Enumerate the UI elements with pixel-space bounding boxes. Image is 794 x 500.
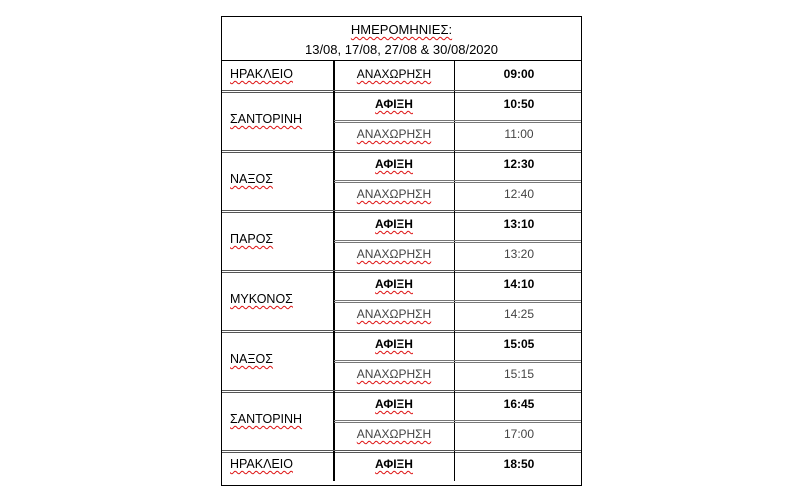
stop-action	[334, 157, 454, 171]
city-name	[230, 352, 273, 366]
header-title: ΗΜΕΡΟΜΗΝΙΕΣ:	[350, 22, 453, 37]
stop-time: 14:10	[503, 277, 535, 291]
stop-separator	[334, 180, 581, 183]
stop-time: 15:05	[503, 337, 535, 351]
row-separator	[222, 450, 581, 453]
stop-action-label: ΑΝΑΧΩΡΗΣΗ	[356, 67, 432, 81]
stop-action	[334, 67, 454, 81]
row-separator	[222, 150, 581, 153]
stop-action	[334, 457, 454, 471]
stop-separator	[334, 300, 581, 303]
stop-action	[334, 217, 454, 231]
stop-separator	[334, 120, 581, 123]
stop-action-label: ΑΝΑΧΩΡΗΣΗ	[356, 127, 432, 141]
stop-time: 15:15	[503, 367, 535, 381]
stop-action	[334, 427, 454, 441]
stop-action-label: ΑΦΙΞΗ	[375, 157, 413, 171]
stop-action-label: ΑΦΙΞΗ	[375, 337, 413, 351]
stop-action-label: ΑΝΑΧΩΡΗΣΗ	[356, 367, 432, 381]
stop-time: 18:50	[503, 457, 535, 471]
city-label: ΠΑΡΟΣ	[230, 232, 274, 246]
stop-action	[334, 337, 454, 351]
stop-time: 16:45	[503, 397, 535, 411]
stop-separator	[334, 240, 581, 243]
stop-time: 13:20	[503, 247, 535, 261]
schedule-table	[221, 16, 582, 486]
stop-action	[334, 127, 454, 141]
city-name	[230, 457, 293, 471]
city-label: ΣΑΝΤΟΡΙΝΗ	[230, 412, 303, 426]
stop-action	[334, 367, 454, 381]
header-dates: 13/08, 17/08, 27/08 & 30/08/2020	[304, 42, 498, 57]
stop-action	[334, 277, 454, 291]
stop-separator	[334, 420, 581, 423]
stop-action	[334, 397, 454, 411]
stop-action-label: ΑΦΙΞΗ	[375, 277, 413, 291]
row-separator	[222, 270, 581, 273]
city-name	[230, 292, 293, 306]
row-separator	[222, 90, 581, 93]
city-name	[230, 112, 302, 126]
stop-time: 09:00	[503, 67, 535, 81]
city-label: ΗΡΑΚΛΕΙΟ	[230, 457, 293, 471]
stop-action	[334, 187, 454, 201]
stop-time: 12:40	[503, 187, 535, 201]
stop-time: 14:25	[503, 307, 535, 321]
city-name	[230, 67, 293, 81]
stop-action-label: ΑΦΙΞΗ	[375, 457, 413, 471]
table-header	[222, 17, 581, 61]
stop-action-label: ΑΝΑΧΩΡΗΣΗ	[356, 247, 432, 261]
city-name	[230, 172, 273, 186]
stop-action	[334, 97, 454, 111]
city-label: ΜΥΚΟΝΟΣ	[230, 292, 293, 306]
stop-action-label: ΑΝΑΧΩΡΗΣΗ	[356, 307, 432, 321]
stop-time: 13:10	[503, 217, 535, 231]
row-separator	[222, 390, 581, 393]
city-label: ΝΑΞΟΣ	[230, 352, 273, 366]
city-name	[230, 232, 273, 246]
stop-separator	[334, 360, 581, 363]
city-name	[230, 412, 302, 426]
stop-action-label: ΑΝΑΧΩΡΗΣΗ	[356, 427, 432, 441]
row-separator	[222, 330, 581, 333]
stop-action-label: ΑΝΑΧΩΡΗΣΗ	[356, 187, 432, 201]
row-separator	[222, 210, 581, 213]
city-label: ΣΑΝΤΟΡΙΝΗ	[230, 112, 303, 126]
city-label: ΗΡΑΚΛΕΙΟ	[230, 67, 293, 81]
stop-action-label: ΑΦΙΞΗ	[375, 217, 413, 231]
stop-time: 12:30	[503, 157, 535, 171]
stop-action	[334, 247, 454, 261]
stop-action-label: ΑΦΙΞΗ	[375, 97, 413, 111]
stop-action	[334, 307, 454, 321]
stop-time: 17:00	[503, 427, 535, 441]
stop-time: 11:00	[504, 127, 534, 141]
stop-time: 10:50	[503, 97, 535, 111]
city-label: ΝΑΞΟΣ	[230, 172, 273, 186]
stop-action-label: ΑΦΙΞΗ	[375, 397, 413, 411]
